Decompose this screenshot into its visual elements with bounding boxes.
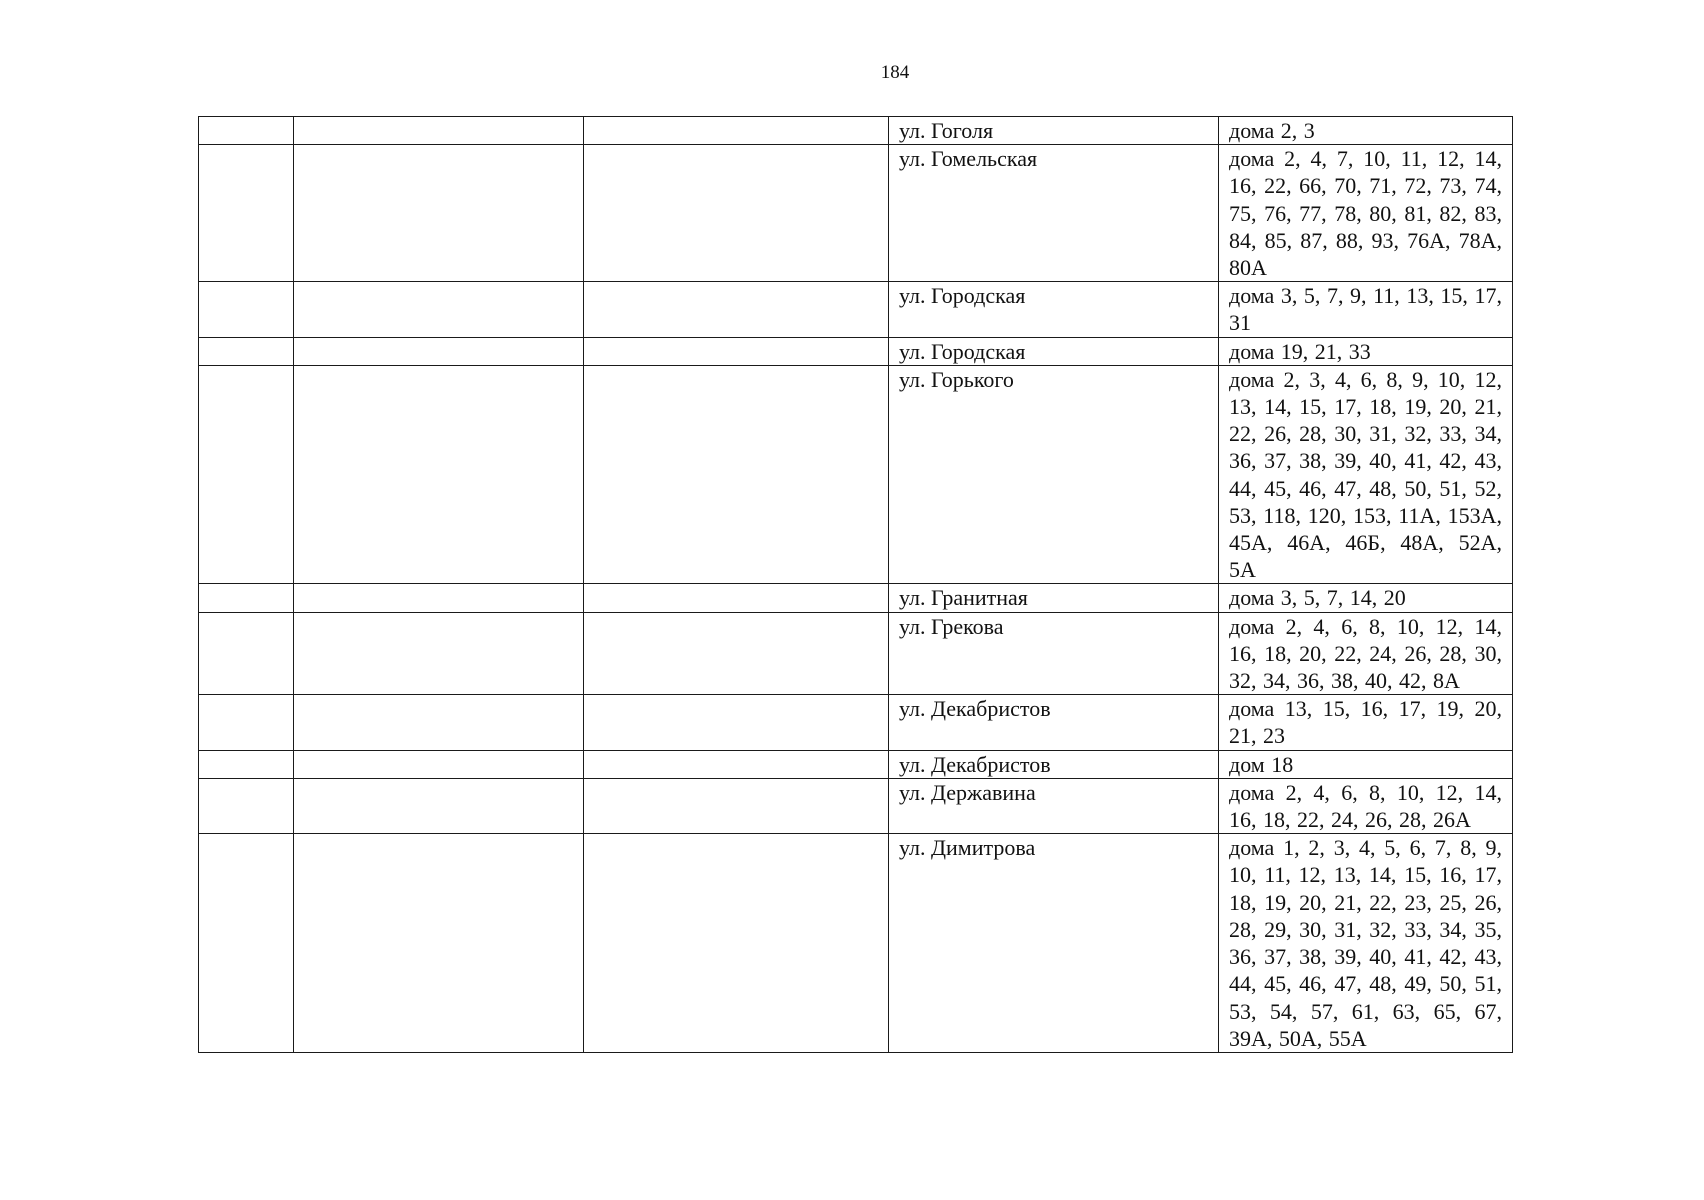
empty-cell <box>294 117 584 145</box>
table-row <box>199 750 1513 778</box>
empty-cell <box>294 750 584 778</box>
empty-cell <box>294 282 584 337</box>
table-row <box>199 117 1513 145</box>
house-numbers-cell: дома 2, 4, 6, 8, 10, 12, 14, 16, 18, 20, 22, 24, 26, 28, 30, 32, 34, 36, 38, 40, 42, 8А <box>1219 612 1513 695</box>
empty-cell <box>294 584 584 612</box>
table-row <box>199 834 1513 1053</box>
table-row <box>199 337 1513 365</box>
empty-cell <box>584 778 889 833</box>
page-number: 184 <box>880 62 910 83</box>
empty-cell <box>199 145 294 282</box>
empty-cell <box>584 834 889 1053</box>
house-numbers-cell: дома 2, 4, 7, 10, 11, 12, 14, 16, 22, 66, 70, 71, 72, 73, 74, 75, 76, 77, 78, 80, 81, 82, 83, 84, 85, 87, 88, 93, 76А, 78А, 80А <box>1219 145 1513 282</box>
street-name-cell: ул. Державина <box>889 778 1219 833</box>
table-row <box>199 365 1513 584</box>
house-numbers-cell: дома 1, 2, 3, 4, 5, 6, 7, 8, 9, 10, 11, 12, 13, 14, 15, 16, 17, 18, 19, 20, 21, 22, 23, 25, 26, 28, 29, 30, 31, 32, 33, 34, 35, 36, 37, 38, 39, 40, 41, 42, 43, 44, 45, 46, 47, 48, 49, 50, 51, 53, 54, 57, 61, 63, 65, 67, 39А, 50А, 55А <box>1219 834 1513 1053</box>
empty-cell <box>294 695 584 750</box>
empty-cell <box>199 612 294 695</box>
house-numbers-cell: дома 13, 15, 16, 17, 19, 20, 21, 23 <box>1219 695 1513 750</box>
table-row <box>199 584 1513 612</box>
street-name-cell: ул. Гомельская <box>889 145 1219 282</box>
empty-cell <box>584 612 889 695</box>
empty-cell <box>584 365 889 584</box>
empty-cell <box>294 337 584 365</box>
empty-cell <box>584 695 889 750</box>
empty-cell <box>199 695 294 750</box>
street-name-cell: ул. Декабристов <box>889 750 1219 778</box>
empty-cell <box>294 145 584 282</box>
empty-cell <box>199 282 294 337</box>
empty-cell <box>199 117 294 145</box>
house-numbers-cell: дома 2, 3 <box>1219 117 1513 145</box>
street-name-cell: ул. Декабристов <box>889 695 1219 750</box>
empty-cell <box>199 778 294 833</box>
empty-cell <box>199 584 294 612</box>
street-name-cell: ул. Городская <box>889 337 1219 365</box>
table-row <box>199 282 1513 337</box>
empty-cell <box>584 750 889 778</box>
street-name-cell: ул. Горького <box>889 365 1219 584</box>
table-row <box>199 145 1513 282</box>
street-name-cell: ул. Городская <box>889 282 1219 337</box>
address-table <box>198 116 1513 1053</box>
empty-cell <box>584 584 889 612</box>
street-name-cell: ул. Грекова <box>889 612 1219 695</box>
empty-cell <box>294 612 584 695</box>
house-numbers-cell: дома 3, 5, 7, 9, 11, 13, 15, 17, 31 <box>1219 282 1513 337</box>
empty-cell <box>294 778 584 833</box>
house-numbers-cell: дома 3, 5, 7, 14, 20 <box>1219 584 1513 612</box>
table-row <box>199 612 1513 695</box>
empty-cell <box>199 834 294 1053</box>
address-table-body <box>199 117 1513 1053</box>
house-numbers-cell: дома 2, 4, 6, 8, 10, 12, 14, 16, 18, 22, 24, 26, 28, 26А <box>1219 778 1513 833</box>
empty-cell <box>294 365 584 584</box>
empty-cell <box>584 145 889 282</box>
empty-cell <box>294 834 584 1053</box>
empty-cell <box>584 337 889 365</box>
empty-cell <box>199 750 294 778</box>
street-name-cell: ул. Димитрова <box>889 834 1219 1053</box>
table-row <box>199 695 1513 750</box>
house-numbers-cell: дома 2, 3, 4, 6, 8, 9, 10, 12, 13, 14, 15, 17, 18, 19, 20, 21, 22, 26, 28, 30, 31, 32, 33, 34, 36, 37, 38, 39, 40, 41, 42, 43, 44, 45, 46, 47, 48, 50, 51, 52, 53, 118, 120, 153, 11А, 153А, 45А, 46А, 46Б, 48А, 52А, 5А <box>1219 365 1513 584</box>
empty-cell <box>584 117 889 145</box>
table-row <box>199 778 1513 833</box>
empty-cell <box>584 282 889 337</box>
house-numbers-cell: дома 19, 21, 33 <box>1219 337 1513 365</box>
house-numbers-cell: дом 18 <box>1219 750 1513 778</box>
empty-cell <box>199 337 294 365</box>
empty-cell <box>199 365 294 584</box>
street-name-cell: ул. Гоголя <box>889 117 1219 145</box>
street-name-cell: ул. Гранитная <box>889 584 1219 612</box>
